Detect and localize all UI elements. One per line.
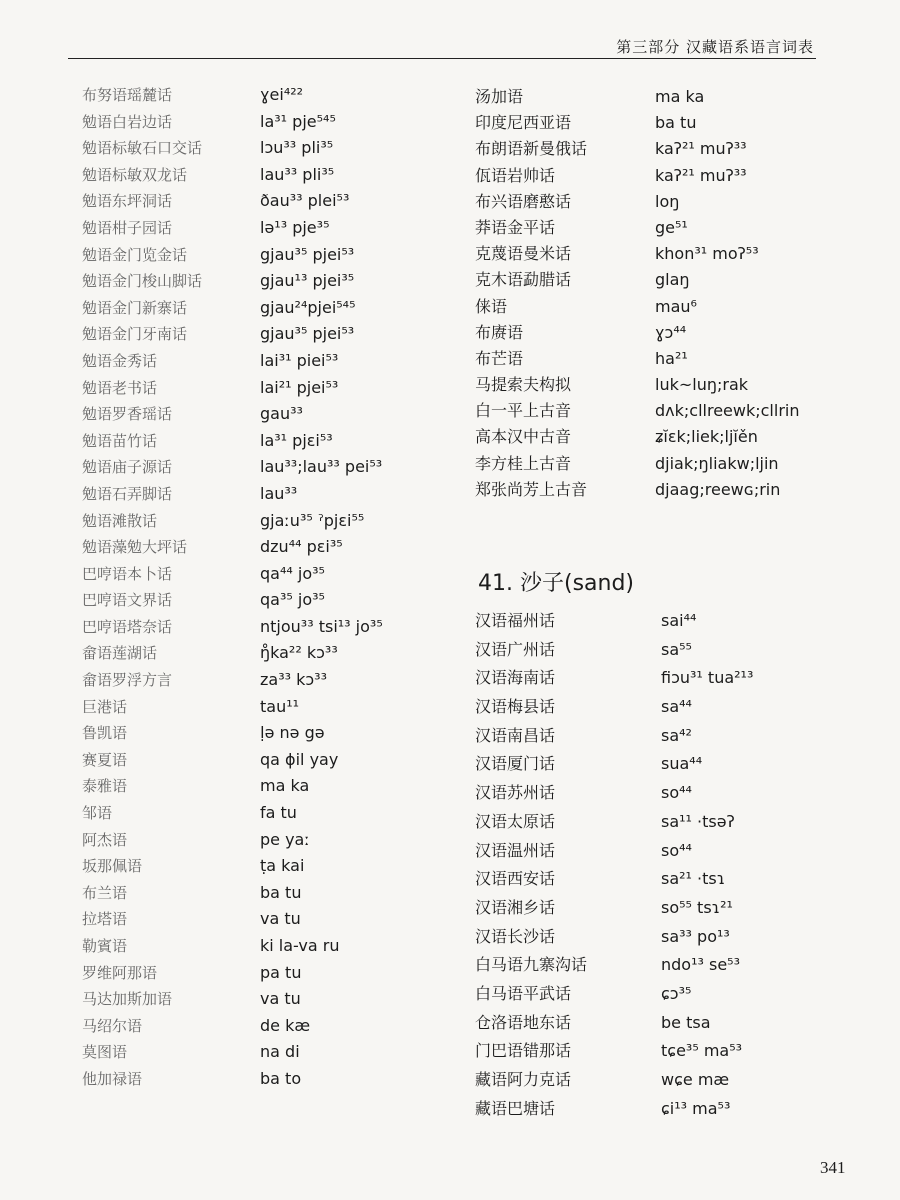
word-form: de kæ <box>260 1015 311 1035</box>
word-entry-row <box>475 241 835 267</box>
running-header: 第三部分 汉藏语系语言词表 <box>616 38 814 56</box>
word-entry-row <box>82 669 442 696</box>
word-form: ʑĭɛk;liek;ljĭěn <box>655 427 758 447</box>
word-form: za³³ kɔ³³ <box>260 670 327 690</box>
language-name: 仓洛语地东话 <box>475 1012 572 1032</box>
word-form: sa¹¹ ·tsəʔ <box>661 811 735 831</box>
language-name: 阿杰语 <box>82 830 128 849</box>
language-name: 布努语瑶麓话 <box>82 86 173 104</box>
word-form: lə¹³ pje³⁵ <box>260 217 330 237</box>
language-name: 勉语庙子源话 <box>82 458 173 477</box>
language-name: 巨港话 <box>82 697 128 716</box>
word-form: tɕe³⁵ ma⁵³ <box>661 1041 743 1061</box>
language-name: 勉语白岩边话 <box>82 112 173 131</box>
word-entry-row <box>475 637 835 666</box>
word-entry-row <box>475 1010 835 1039</box>
language-name: 汉语梅县话 <box>475 697 556 717</box>
word-entry-row <box>475 398 835 424</box>
header-rule <box>68 58 816 59</box>
language-name: 马达加斯加语 <box>82 990 173 1009</box>
word-form: be tsa <box>661 1012 711 1032</box>
word-form: lau³³;lau³³ pei⁵³ <box>260 457 383 477</box>
word-entry-row <box>475 665 835 694</box>
word-entry-row <box>475 723 835 752</box>
word-form: gjau²⁴pjei⁵⁴⁵ <box>260 297 356 317</box>
language-name: 勉语金门新寨话 <box>82 298 188 317</box>
left-column <box>82 84 442 1095</box>
language-name: 汉语南昌话 <box>475 725 556 745</box>
word-entry-row <box>82 908 442 935</box>
word-form: lɔu³³ pli³⁵ <box>260 138 334 158</box>
word-entry-row <box>82 722 442 749</box>
language-name: 白马语平武话 <box>475 983 572 1003</box>
language-name: 佤语岩帅话 <box>475 165 556 185</box>
word-form: qa³⁵ jo³⁵ <box>260 590 325 610</box>
language-name: 汉语长沙话 <box>475 926 556 946</box>
word-entry-row <box>82 696 442 723</box>
word-entry-row <box>475 189 835 215</box>
language-name: 白马语九寨沟话 <box>475 955 588 975</box>
word-entry-row <box>475 84 835 110</box>
word-form: ha²¹ <box>655 348 688 368</box>
word-entry-row <box>82 563 442 590</box>
language-name: 勉语标敏石口交话 <box>82 139 203 158</box>
language-name: 门巴语错那话 <box>475 1041 572 1061</box>
language-name: 赛夏语 <box>82 750 128 769</box>
language-name: 勒賓语 <box>82 937 128 955</box>
language-name: 马提索夫构拟 <box>475 375 572 395</box>
word-entry-row <box>82 935 442 962</box>
word-entry-row <box>475 372 835 398</box>
word-form: ɕɔ³⁵ <box>661 983 692 1003</box>
word-form: ṭa kai <box>260 856 305 876</box>
language-name: 罗维阿那语 <box>82 963 158 982</box>
word-form: lau³³ pli³⁵ <box>260 164 335 184</box>
language-name: 藏语巴塘话 <box>475 1098 556 1118</box>
language-name: 白一平上古音 <box>475 401 572 421</box>
word-entry-row <box>82 323 442 350</box>
language-name: 克蔑语曼米话 <box>475 244 572 264</box>
language-name: 勉语罗香瑶话 <box>82 405 173 424</box>
word-entry-row <box>475 424 835 450</box>
word-entry-row <box>475 451 835 477</box>
word-entry-row <box>475 981 835 1010</box>
language-name: 布芒语 <box>475 348 524 368</box>
word-entry-row <box>475 346 835 372</box>
word-form: ba tu <box>260 882 302 902</box>
language-name: 畲语罗浮方言 <box>82 671 173 690</box>
language-name: 勉语东坪洞话 <box>82 192 173 211</box>
language-name: 汉语苏州话 <box>475 783 556 803</box>
word-entry-row <box>475 694 835 723</box>
language-name: 汉语海南话 <box>475 668 556 688</box>
word-entry-row <box>475 215 835 241</box>
word-entry-row <box>82 829 442 856</box>
word-entry-row <box>475 608 835 637</box>
word-entry-row <box>82 217 442 244</box>
word-form: ndo¹³ se⁵³ <box>661 955 741 975</box>
language-name: 汉语广州话 <box>475 639 556 659</box>
word-form: djiak;ŋliakw;ljin <box>655 453 779 473</box>
language-name: 李方桂上古音 <box>475 453 572 473</box>
language-name: 他加禄语 <box>82 1069 143 1088</box>
word-form: qa⁴⁴ jo³⁵ <box>260 563 325 583</box>
word-form: so⁴⁴ <box>661 783 692 803</box>
word-form: glaŋ <box>655 270 690 290</box>
language-name: 勉语金门梭山脚话 <box>82 272 203 291</box>
language-name: 鲁凯语 <box>82 724 128 743</box>
word-entry-row <box>475 809 835 838</box>
word-form: gau³³ <box>260 404 303 424</box>
word-form: fa tu <box>260 803 297 823</box>
word-entry-row <box>82 244 442 271</box>
word-entry-row <box>475 320 835 346</box>
word-form: ɕi¹³ ma⁵³ <box>661 1098 731 1118</box>
word-entry-row <box>82 456 442 483</box>
word-form: kaʔ²¹ muʔ³³ <box>655 165 747 185</box>
word-form: ki la-va ru <box>260 936 340 955</box>
language-name: 藏语阿力克话 <box>475 1070 572 1089</box>
word-form: gjau¹³ pjei³⁵ <box>260 271 355 291</box>
language-name: 汉语太原话 <box>475 811 556 831</box>
word-entry-row <box>475 780 835 809</box>
language-name: 克木语勐腊话 <box>475 270 572 290</box>
word-entry-row <box>475 952 835 981</box>
word-entry-row <box>475 866 835 895</box>
language-name: 莫图语 <box>82 1043 128 1062</box>
language-name: 高本汉中古音 <box>475 427 572 447</box>
language-name: 汤加语 <box>475 87 524 106</box>
word-entry-row <box>82 350 442 377</box>
section-title: 41. 沙子(sand) <box>478 571 634 596</box>
language-name: 勉语苗竹话 <box>82 431 158 450</box>
word-entry-row <box>82 988 442 1015</box>
word-form: ge⁵¹ <box>655 217 688 237</box>
word-entry-row <box>82 855 442 882</box>
word-form: va tu <box>260 909 301 929</box>
word-form: dʌk;cllreewk;cllrin <box>655 401 800 421</box>
word-entry-row <box>82 1015 442 1042</box>
word-entry-row <box>475 294 835 320</box>
word-form: lai³¹ piei⁵³ <box>260 350 339 370</box>
word-entry-row <box>475 751 835 780</box>
language-name: 畲语莲湖话 <box>82 644 158 663</box>
word-form: pe yaː <box>260 829 310 849</box>
word-form: ma ka <box>655 87 705 106</box>
word-form: qa ɸil yay <box>260 749 339 769</box>
language-name: 巴哼语文界话 <box>82 591 173 610</box>
word-form: ntjou³³ tsi¹³ jo³⁵ <box>260 616 383 636</box>
language-name: 巴哼语本卜话 <box>82 564 173 583</box>
word-entry-row <box>475 1067 835 1096</box>
language-name: 邹语 <box>82 804 113 823</box>
word-entry-row <box>82 84 442 111</box>
page-number: 341 <box>820 1158 846 1177</box>
language-name: 郑张尚芳上古音 <box>475 479 588 499</box>
word-entry-row <box>475 1096 835 1125</box>
word-form: ɣɔ⁴⁴ <box>655 322 687 342</box>
word-form: ba to <box>260 1068 302 1088</box>
word-form: pa tu <box>260 962 302 982</box>
language-name: 布朗语新曼俄话 <box>475 139 588 159</box>
language-name: 勉语老书话 <box>82 378 158 397</box>
word-entry-row <box>82 510 442 537</box>
word-entry-row <box>82 164 442 191</box>
word-form: la³¹ pjɛi⁵³ <box>260 430 333 450</box>
word-entry-row <box>82 749 442 776</box>
right-column-top <box>475 84 835 503</box>
word-entry-row <box>82 775 442 802</box>
word-form: so⁴⁴ <box>661 840 692 860</box>
word-entry-row <box>82 430 442 457</box>
language-name: 俫语 <box>475 296 508 316</box>
word-form: ba tu <box>655 113 697 133</box>
word-form: mau⁶ <box>655 296 697 316</box>
language-name: 泰雅语 <box>82 777 128 796</box>
language-name: 坂那佩语 <box>82 857 143 876</box>
word-entry-row <box>475 895 835 924</box>
word-form: kaʔ²¹ muʔ³³ <box>655 139 747 159</box>
language-name: 布赓语 <box>475 322 524 342</box>
word-entry-row <box>475 163 835 189</box>
language-name: 拉塔语 <box>82 910 128 929</box>
word-entry-row <box>82 962 442 989</box>
word-entry-row <box>82 190 442 217</box>
word-entry-row <box>475 110 835 136</box>
word-form: sa⁵⁵ <box>661 639 692 659</box>
language-name: 马绍尔语 <box>82 1016 143 1035</box>
word-form: sa²¹ ·tsɿ <box>661 869 726 889</box>
word-form: ɣei⁴²² <box>260 85 304 104</box>
word-form: gjau³⁵ pjei⁵³ <box>260 324 355 344</box>
word-form: wɕe mæ <box>661 1070 730 1089</box>
word-form: sa³³ po¹³ <box>661 926 730 946</box>
word-form: lau³³ <box>260 483 298 503</box>
language-name: 汉语温州话 <box>475 840 556 860</box>
word-entry-row <box>82 882 442 909</box>
word-entry-row <box>475 924 835 953</box>
word-form: luk~luŋ;rak <box>655 375 749 395</box>
word-entry-row <box>82 589 442 616</box>
word-form: tau¹¹ <box>260 696 300 716</box>
language-name: 勉语藻勉大坪话 <box>82 538 188 557</box>
word-entry-row <box>82 1068 442 1095</box>
word-form: ðau³³ plei⁵³ <box>260 191 350 211</box>
language-name: 印度尼西亚语 <box>475 113 572 133</box>
word-form: djaag;reewɢ;rin <box>655 479 781 499</box>
word-form: gjaːu³⁵ ˀpjɛi⁵⁵ <box>260 510 365 530</box>
word-entry-row <box>82 483 442 510</box>
word-entry-row <box>82 802 442 829</box>
word-entry-row <box>82 297 442 324</box>
word-form: sua⁴⁴ <box>661 754 703 774</box>
word-entry-row <box>82 137 442 164</box>
word-entry-row <box>82 111 442 138</box>
word-entry-row <box>82 536 442 563</box>
word-form: khon³¹ moʔ⁵³ <box>655 244 759 264</box>
language-name: 勉语金门牙南话 <box>82 325 188 344</box>
word-entry-row <box>82 616 442 643</box>
language-name: 勉语金门览金话 <box>82 245 188 264</box>
language-name: 布兰语 <box>82 883 128 902</box>
word-form: va tu <box>260 989 301 1009</box>
word-entry-row <box>82 377 442 404</box>
language-name: 汉语湘乡话 <box>475 897 556 917</box>
word-entry-row <box>82 1041 442 1068</box>
language-name: 布兴语磨憨话 <box>475 191 572 211</box>
word-form: ma ka <box>260 776 310 796</box>
word-form: lai²¹ pjei⁵³ <box>260 377 339 397</box>
word-entry-row <box>475 136 835 162</box>
language-name: 汉语福州话 <box>475 611 556 630</box>
word-form: so⁵⁵ tsɿ²¹ <box>661 897 733 917</box>
language-name: 勉语柑子园话 <box>82 218 173 237</box>
word-form: na di <box>260 1042 300 1062</box>
word-entry-row <box>82 403 442 430</box>
language-name: 汉语西安话 <box>475 869 556 889</box>
word-form: ŋ̊ka²² kɔ³³ <box>260 643 338 663</box>
word-entry-row <box>475 477 835 503</box>
word-entry-row <box>475 1038 835 1067</box>
language-name: 勉语滩散话 <box>82 511 158 530</box>
word-form: sai⁴⁴ <box>661 611 697 630</box>
language-name: 巴哼语塔奈话 <box>82 617 173 636</box>
word-entry-row <box>82 270 442 297</box>
word-form: fiɔu³¹ tua²¹³ <box>661 668 754 688</box>
right-column-bottom <box>475 608 835 1124</box>
language-name: 勉语金秀话 <box>82 351 158 370</box>
language-name: 勉语标敏双龙话 <box>82 165 188 184</box>
word-form: loŋ <box>655 191 680 211</box>
word-form: dzu⁴⁴ pɛi³⁵ <box>260 537 343 557</box>
word-form: sa⁴⁴ <box>661 697 692 717</box>
word-entry-row <box>475 838 835 867</box>
word-form: sa⁴² <box>661 725 692 745</box>
word-form: gjau³⁵ pjei⁵³ <box>260 244 355 264</box>
language-name: 莽语金平话 <box>475 217 556 237</box>
word-entry-row <box>82 642 442 669</box>
word-form: ḷə nə gə <box>260 723 325 743</box>
word-entry-row <box>475 267 835 293</box>
word-form: la³¹ pje⁵⁴⁵ <box>260 111 336 131</box>
language-name: 汉语厦门话 <box>475 754 556 774</box>
language-name: 勉语石弄脚话 <box>82 484 173 503</box>
